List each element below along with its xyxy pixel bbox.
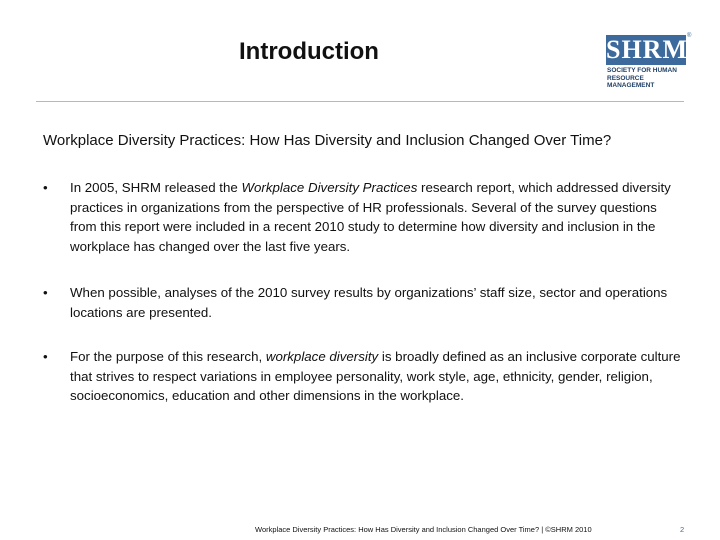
bullet-text bbox=[70, 347, 683, 406]
slide-subtitle: Workplace Diversity Practices: How Has Diversity and Inclusion Changed Over Time? bbox=[43, 132, 612, 149]
bullet-item bbox=[43, 283, 683, 322]
logo-tagline bbox=[607, 67, 687, 90]
bullet-emphasis: workplace diversity bbox=[265, 349, 379, 364]
shrm-logo bbox=[606, 33, 692, 89]
bullet-marker: • bbox=[43, 349, 48, 364]
logo-mark: SHRM bbox=[606, 35, 688, 64]
bullet-item bbox=[43, 347, 683, 406]
bullet-marker: • bbox=[43, 285, 48, 300]
title-divider bbox=[36, 101, 684, 102]
bullet-text: When possible, analyses of the 2010 survey results by organizations’ staff size, sector and operations locations are presented. bbox=[70, 285, 668, 320]
logo-tagline-line2: RESOURCE MANAGEMENT bbox=[607, 74, 655, 89]
slide-footer: Workplace Diversity Practices: How Has Diversity and Inclusion Changed Over Time? | ©SHRM 2010 bbox=[255, 525, 592, 534]
logo-tagline-line1: SOCIETY FOR HUMAN bbox=[607, 67, 677, 74]
page-number: 2 bbox=[680, 525, 685, 534]
bullet-text-part: is broadly defined as an inclusive corporate culture that strives to respect variations in employee personality, work style, age, ethnicity, gender, religion, socioeconomics, education and other dimensions in the workplace. bbox=[70, 349, 681, 403]
bullet-emphasis: Workplace Diversity Practices bbox=[241, 180, 418, 195]
slide-title: Introduction bbox=[239, 38, 379, 65]
bullet-text-part: In 2005, SHRM released the bbox=[70, 180, 242, 195]
bullet-text-part: For the purpose of this research, bbox=[70, 349, 266, 364]
bullet-item bbox=[43, 178, 683, 256]
bullet-marker: • bbox=[43, 180, 48, 195]
bullet-text-part: research report, which addressed diversity practices in organizations from the perspective of HR professionals. Several of the survey questions from this report were included in a recent 2010 study to determine how diversity and inclusion in the workplace has changed over the last five years. bbox=[70, 180, 671, 254]
bullet-text bbox=[70, 178, 683, 256]
registered-mark: ® bbox=[687, 33, 692, 39]
